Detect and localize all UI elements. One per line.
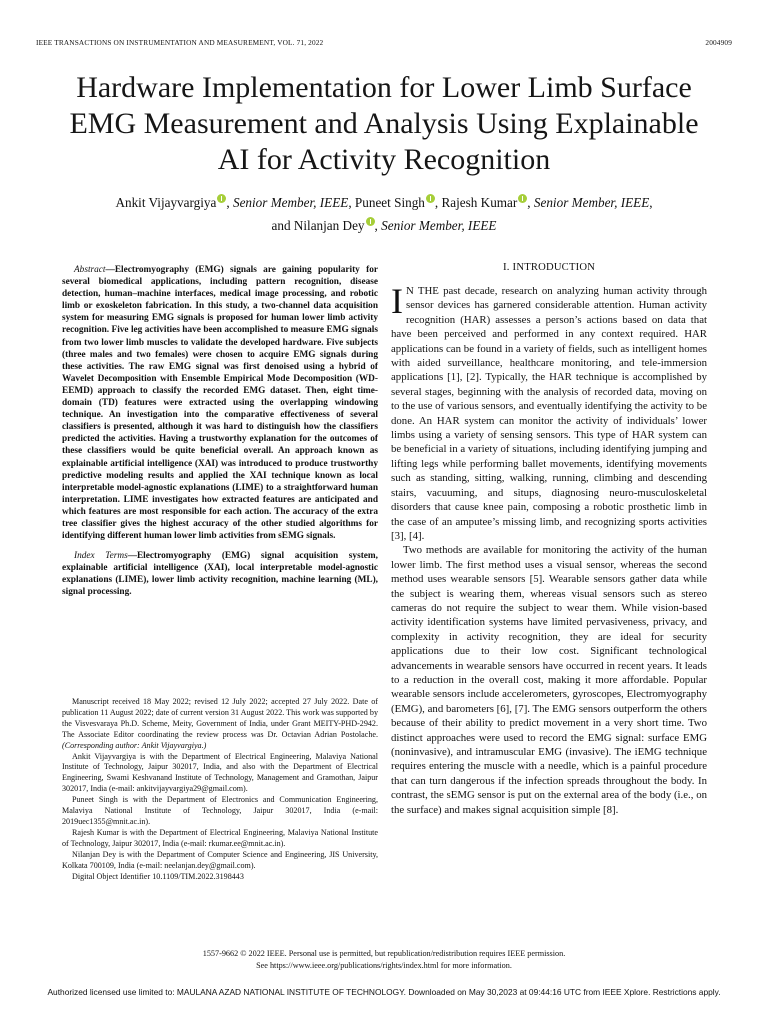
- section-heading-introduction: [391, 260, 707, 275]
- intro-paragraph-1: [391, 281, 707, 543]
- left-column: [62, 260, 378, 599]
- author-line-1: Ankit Vijayvargiya , Senior Member, IEEE, Puneet Singh , Rajesh Kumar , Senior Member, IEEE,: [115, 195, 653, 210]
- download-notice: Authorized licensed use limited to: MAULANA AZAD NATIONAL INSTITUTE OF TECHNOLOGY. Downloaded on May 30,2023 at 09:44:16 UTC from IEEE Xplore. Restrictions apply.: [47, 987, 721, 997]
- title-line-2: EMG Measurement and Analysis Using Explainable: [69, 107, 699, 140]
- section-heading-rest: NTRODUCTION: [516, 262, 596, 273]
- section-numeral: I.: [502, 261, 510, 273]
- intro-paragraph-2: Two methods are available for monitoring the activity of the human lower limb. The first method uses a visual sensor, whereas the second method uses wearable sensors [5]. Wearable sensors gather data while the subject is wearing them, whereas visual sensors such as stereo cameras do not require the subject to wear them. While vision-based activity identification systems have limited pervasiveness, privacy, and complexity in activity recognition, they are ideal for security applications due to their low cost. Significant technological advancements in wearable sensors have occurred in recent years. It leads to a reduction in the overall cost, making it more affordable. Popular wearable sensors include accelerometers, gyroscopes, Electromyography (EMG), and barometers [6], [7]. The EMG sensors outperform the others because of their ability to predict movement in a very short time. Two distinct approaches were used to record the EMG signal: surface EMG (noninvasive), and intramuscular EMG (invasive). The iEMG technique requires entering the muscle with a needle, which is a painful procedure that can turn dangerous if the infection spreads throughout the body. In contrast, the sEMG sensor is put on the external area of the body (i.e., on the surface) and makes signal acquisition simple [8].: [391, 544, 707, 816]
- corresponding-author-note: (Corresponding author: Ankit Vijayvargiya.): [62, 740, 207, 750]
- affiliation-note: Ankit Vijayvargiya is with the Department of Electrical Engineering, Malaviya National Institute of Technology, Jaipur 302017, India, and also with the Department of Electrical Engineering, Swami Keshvanand Institute of Technology, Management and Gramothan, Jaipur 302017, India (e-mail: ankitvijayvargiya29@gmail.com).: [62, 751, 378, 794]
- author-name: Nilanjan Dey: [293, 218, 365, 233]
- author-affiliation: Senior Member, IEEE: [232, 195, 349, 210]
- orcid-icon[interactable]: [366, 217, 375, 226]
- index-terms: Index Terms—Electromyography (EMG) signal acquisition system, explainable artificial intelligence (XAI), local interpretable model-agnostic explanations (LIME), lower limb activity recognition, machine learning (ML), signal processing.: [62, 551, 378, 598]
- index-terms-label: Index Terms: [74, 551, 128, 562]
- author-name: Puneet Singh: [354, 195, 425, 210]
- title-line-1: Hardware Implementation for Lower Limb Surface: [76, 71, 692, 104]
- orcid-icon[interactable]: [518, 194, 527, 203]
- page-number: 2004909: [705, 38, 732, 47]
- doi-note[interactable]: Digital Object Identifier 10.1109/TIM.2022.3198443: [72, 871, 244, 881]
- manuscript-text: Manuscript received 18 May 2022; revised 12 July 2022; accepted 27 July 2022. Date of publication 11 August 2022; date of current version 31 August 2022. This work was supported by the Visvesvaraya Ph.D. Scheme, Meity, Government of India, under Grant MEITY-PHD-2942. The Associate Editor coordinating the review process was Dr. Octavian Adrian Postolache.: [62, 697, 378, 739]
- orcid-icon[interactable]: [217, 194, 226, 203]
- title-line-3: AI for Activity Recognition: [217, 143, 551, 176]
- abstract-label: Abstract: [74, 265, 106, 275]
- journal-name: IEEE TRANSACTIONS ON INSTRUMENTATION AND MEASUREMENT, VOL. 71, 2022: [36, 38, 324, 47]
- paper-title: [30, 70, 738, 178]
- right-column: [391, 260, 707, 817]
- orcid-icon[interactable]: [426, 194, 435, 203]
- drop-cap: I: [391, 281, 403, 321]
- footnotes: [62, 697, 378, 882]
- copyright-line-1: 1557-9662 © 2022 IEEE. Personal use is permitted, but republication/redistribution requires IEEE permission.: [202, 949, 566, 958]
- abstract-text: Electromyography (EMG) signals are gaining popularity for several biomedical applications, including pattern recognition, disease detection, human–machine interfaces, medical image processing, and robotic limb or exoskeleton fabrication. In this study, a two-channel data acquisition system for measuring EMG signals is proposed for human lower limb activity recognition. Five leg activities have been accomplished to measure EMG signals from two lower limb muscles to validate the developed hardware. Five subjects (three males and two females) were chosen to acquire EMG signals during these activities. The raw EMG signal was first denoised using a hybrid of Wavelet Decomposition with Ensemble Empirical Mode Decomposition (WD-EEMD) approach to classify the recorded EMG dataset. Then, eight time-domain (TD) features were extracted using the overlapping windowing technique. An investigation into the comparative effectiveness of several classifiers is presented, although it was hard to distinguish how the classifiers predicted the activities. Having a trustworthy explanation for the outcomes of these classifiers would be quite beneficial overall. An approach known as explainable artificial intelligence (XAI) was introduced to produce trustworthy predictive modeling results and applied the XAI technique known as local interpretable model-agnostic explanations (LIME) to a straightforward human interpretation. LIME investigates how extracted features are anticipated and which features are most responsible for each action. The accuracy of the extra tree classifier gives the highest accuracy of the other studied algorithms for identifying different human lower limb activities from sEMG signals.: [62, 265, 378, 542]
- copyright-notice: [30, 948, 738, 972]
- copyright-line-2: See https://www.ieee.org/publications/rights/index.html for more information.: [256, 960, 512, 970]
- author-name: Rajesh Kumar: [441, 195, 518, 210]
- running-header: [36, 38, 732, 50]
- section-heading-initial: I: [512, 261, 517, 273]
- index-terms-text: Electromyography (EMG) signal acquisition system, explainable artificial intelligence (XAI), local interpretable model-agnostic explanations (LIME), lower limb activity recognition, machine learning (ML), signal processing.: [62, 551, 378, 598]
- author-list: [30, 191, 738, 237]
- author-affiliation: Senior Member, IEEE: [533, 195, 650, 210]
- affiliation-note: Nilanjan Dey is with the Department of Computer Science and Engineering, JIS University, Kolkata 700109, India (e-mail: neelanjan.dey@gmail.com).: [62, 849, 378, 870]
- author-conjunction: and: [271, 218, 291, 233]
- author-line-2: and Nilanjan Dey , Senior Member, IEEE: [271, 218, 497, 233]
- affiliation-note: Rajesh Kumar is with the Department of Electrical Engineering, Malaviya National Institute of Technology, Jaipur 302017, India (e-mail: rkumar.ee@mnit.ac.in).: [62, 827, 378, 848]
- manuscript-note: [62, 697, 378, 752]
- author-name: Ankit Vijayvargiya: [115, 195, 217, 210]
- paragraph-text: N THE past decade, research on analyzing human activity through sensor devices has garnered considerable attention. Human activity recognition (HAR) assesses a person’s actions based on data that have been perceived and performed in any context required. HAR applications can be found in a variety of fields, such as intelligent homes with aided surveillance, healthcare monitoring, and tele-immersion applications [1], [2]. Typically, the HAR technique is accomplished by several stages, beginning with the analysis of recorded data, moving on to the use of various sensors, and eventually identifying the activity to be done. An HAR system can monitor the activity of individuals’ lower limbs using a variety of sensing sensors. This type of HAR system can be beneficial in a variety of situations, including identifying jumping and lifting legs while performing ballet movements, identifying movements such as standing, sitting, walking, running, climbing and descending stairs, vacuuming, and situps, diagnosing neuro-musculoskeletal disorders that cause knee pain, composing a robotic prosthetic limb in the case of an amputee’s missing limb, and recognizing sports activities [3], [4].: [391, 285, 707, 542]
- affiliation-note: Puneet Singh is with the Department of Electronics and Communication Engineering, Malaviya National Institute of Technology, Jaipur 302017, India (e-mail: 2019uec1355@mnit.ac.in).: [62, 795, 378, 826]
- author-affiliation: Senior Member, IEEE: [381, 218, 497, 233]
- abstract: Abstract—Electromyography (EMG) signals are gaining popularity for several biomedical applications, including pattern recognition, disease detection, human–machine interfaces, medical image processing, and robotic limb or exoskeleton fabrication. In this study, a two-channel data acquisition system for measuring EMG signals is proposed for human lower limb activity recognition. Five leg activities have been accomplished to measure EMG signals from two lower limb muscles to validate the developed hardware. Five subjects (three males and two females) were chosen to acquire EMG signals during these activities. The raw EMG signal was first denoised using a hybrid of Wavelet Decomposition with Ensemble Empirical Mode Decomposition (WD-EEMD) approach to classify the recorded EMG dataset. Then, eight time-domain (TD) features were extracted using the overlapping windowing technique. An investigation into the comparative effectiveness of several classifiers is presented, although it was hard to distinguish how the classifiers predicted the activities. Having a trustworthy explanation for the outcomes of these classifiers would be quite beneficial overall. An approach known as explainable artificial intelligence (XAI) was introduced to produce trustworthy predictive modeling results and applied the XAI technique known as local interpretable model-agnostic explanations (LIME) to a straightforward human interpretation. LIME investigates how extracted features are anticipated and which features are most responsible for each action. The accuracy of the extra tree classifier gives the highest accuracy of the other studied algorithms for identifying different human lower limb activities from sEMG signals.: [62, 265, 378, 542]
